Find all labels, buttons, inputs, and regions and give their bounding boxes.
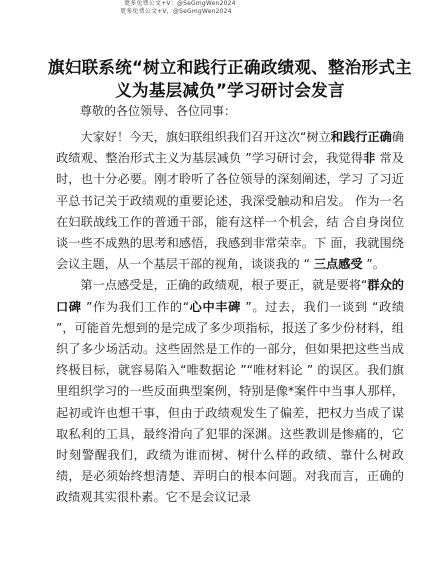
- watermark-text: 更多免费公文+V：@SeGmgWen2024: [124, 0, 236, 7]
- text-run: 第一点感受是，正确的政绩观，根子要正，就是要将“: [80, 278, 368, 293]
- text-run: ”作为我们工作的“: [81, 299, 190, 314]
- bold-text: 非: [363, 151, 376, 166]
- bold-text: 和践行正确: [330, 130, 392, 144]
- bold-text: 心中丰碑: [189, 299, 241, 314]
- text-run: ”。过去，我们一谈到 “政绩 ”，可能首先想到的是完成了多少项指标，报送了多少份材料，组织了多少场活动。这些固然是工作的一部分，但如果把这些当成终极目标，就容易陷入“唯数据论 ”“唯材料论 ” 的误区。我们旗里组织学习的一些反面典型案例，特别是像*案件中当事人那样，起初或许也想干事，但由于政绩观发生了偏差，把权力当成了谋取私利的工具，最终滑向了犯罪的深渊。这些教训是惨痛的，它时刻警醒我们，政绩为谁而树、树什么样的政绩、靠什么树政绩，是必须始终想清楚、弄明白的根本问题。对我而言，正确的政绩观其实很朴素。它不是会议记录: [56, 299, 405, 505]
- text-run: 大家好！今天，旗妇联组织我们召开这次“树立: [80, 130, 331, 144]
- salutation: 尊敬的各位领导、各位同事：: [80, 104, 237, 118]
- paragraph: [56, 275, 404, 508]
- document-body: [56, 127, 404, 509]
- text-run: ”。: [362, 257, 385, 272]
- watermark-text: 更多免费公文+V，@SeGmgWen2024: [120, 8, 232, 15]
- text-run: 常及时，也十分必要。刚才聆听了各位领导的深刻阐述，学习 了习近平总书记关于政绩观的重要论述，我深受触动和启发。 作为一名在妇联战线工作的普通干部，能有这样一个机会，结 合自身岗位谈一些不成熟的思考和感悟，我感到非常荣幸。下 面，我就围绕会议主题，从一个基层干部的视角，谈谈我的 “: [56, 151, 404, 272]
- text-run: 确政绩观、整治形式主义为基层减负 ”学习研讨会，我觉得: [56, 130, 404, 166]
- document-title: 旗妇联系统“树立和践行正确政绩观、整治形式主义为基层减负”学习研讨会发言: [48, 58, 412, 100]
- paragraph: [56, 127, 404, 275]
- bold-text: 三点感受: [313, 257, 363, 272]
- bold-text: 群众的口碑: [56, 278, 404, 314]
